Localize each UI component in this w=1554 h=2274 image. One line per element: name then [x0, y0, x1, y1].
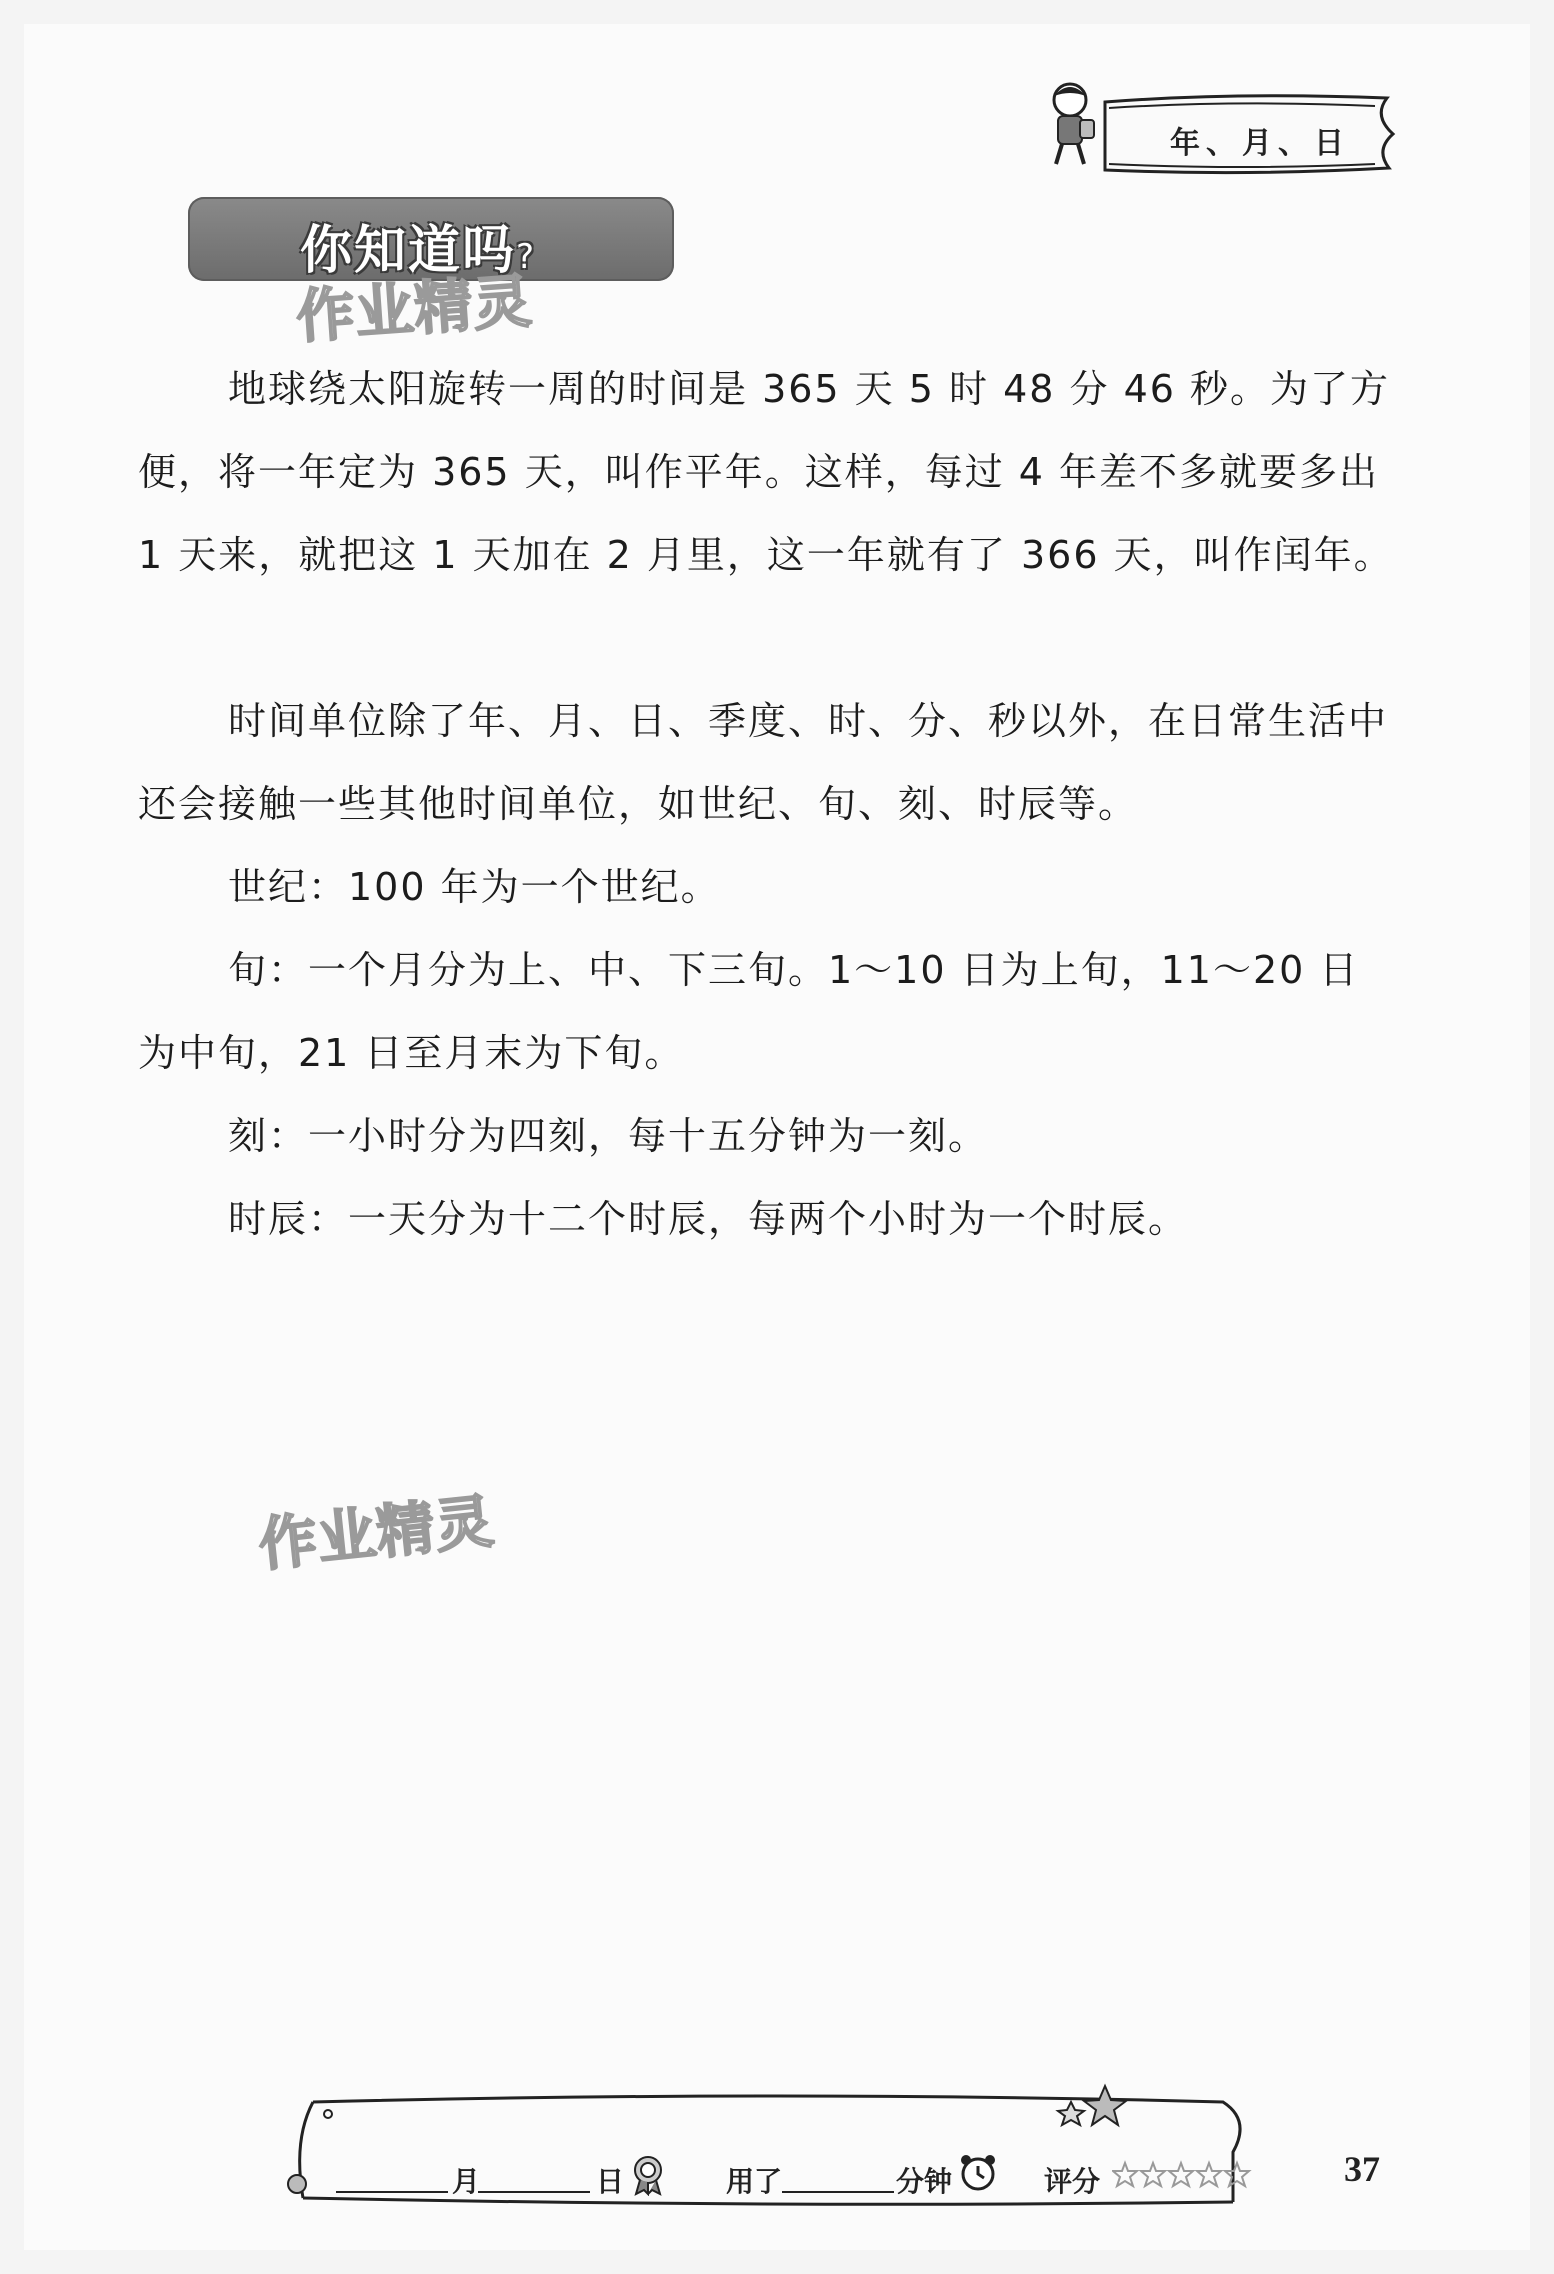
paragraph-xun: 旬：一个月分为上、中、下三旬。1～10 日为上旬，11～20 日为中旬，21 日至月末为下旬。: [138, 948, 1360, 1075]
score-label: 评分: [1044, 2165, 1101, 2198]
day-label: 日: [596, 2165, 625, 2198]
time-used-label: 用了: [726, 2165, 783, 2198]
day-blank[interactable]: [478, 2163, 590, 2193]
chapter-title: 年、月、日: [1170, 126, 1350, 161]
month-blank[interactable]: [336, 2163, 448, 2193]
watermark-top: 作业精灵: [294, 266, 535, 352]
month-label: 月: [452, 2165, 481, 2198]
star-rating-icon: [1112, 2160, 1262, 2190]
banner-title-text: 你知道吗: [300, 221, 517, 281]
student-mascot-icon: [1040, 78, 1100, 174]
paragraph-ke: 刻：一小时分为四刻，每十五分钟为一刻。: [228, 1114, 989, 1158]
minutes-blank[interactable]: [782, 2163, 894, 2193]
page-number: 37: [1344, 2149, 1380, 2189]
alarm-clock-icon: [958, 2152, 998, 2198]
paragraph-century: 世纪：100 年为一个世纪。: [228, 865, 721, 909]
minutes-label: 分钟: [896, 2165, 953, 2198]
paragraph-shichen: 时辰：一天分为十二个时辰，每两个小时为一个时辰。: [228, 1197, 1189, 1241]
score-stars[interactable]: [1112, 2160, 1262, 2194]
banner-question-mark: ?: [516, 237, 537, 277]
paragraph-leap-year: 地球绕太阳旋转一周的时间是 365 天 5 时 48 分 46 秒。为了方便，将一年定为 365 天，叫作平年。这样，每过 4 年差不多就要多出 1 天来，就把这 1 天加在 2 月里，这一年就有了 366 天，叫作闰年。: [138, 367, 1394, 577]
paragraph-time-units: 时间单位除了年、月、日、季度、时、分、秒以外，在日常生活中还会接触一些其他时间单位，如世纪、旬、刻、时辰等。: [138, 699, 1389, 826]
award-ribbon-icon: [630, 2154, 666, 2200]
watermark-middle: 作业精灵: [255, 1486, 498, 1580]
